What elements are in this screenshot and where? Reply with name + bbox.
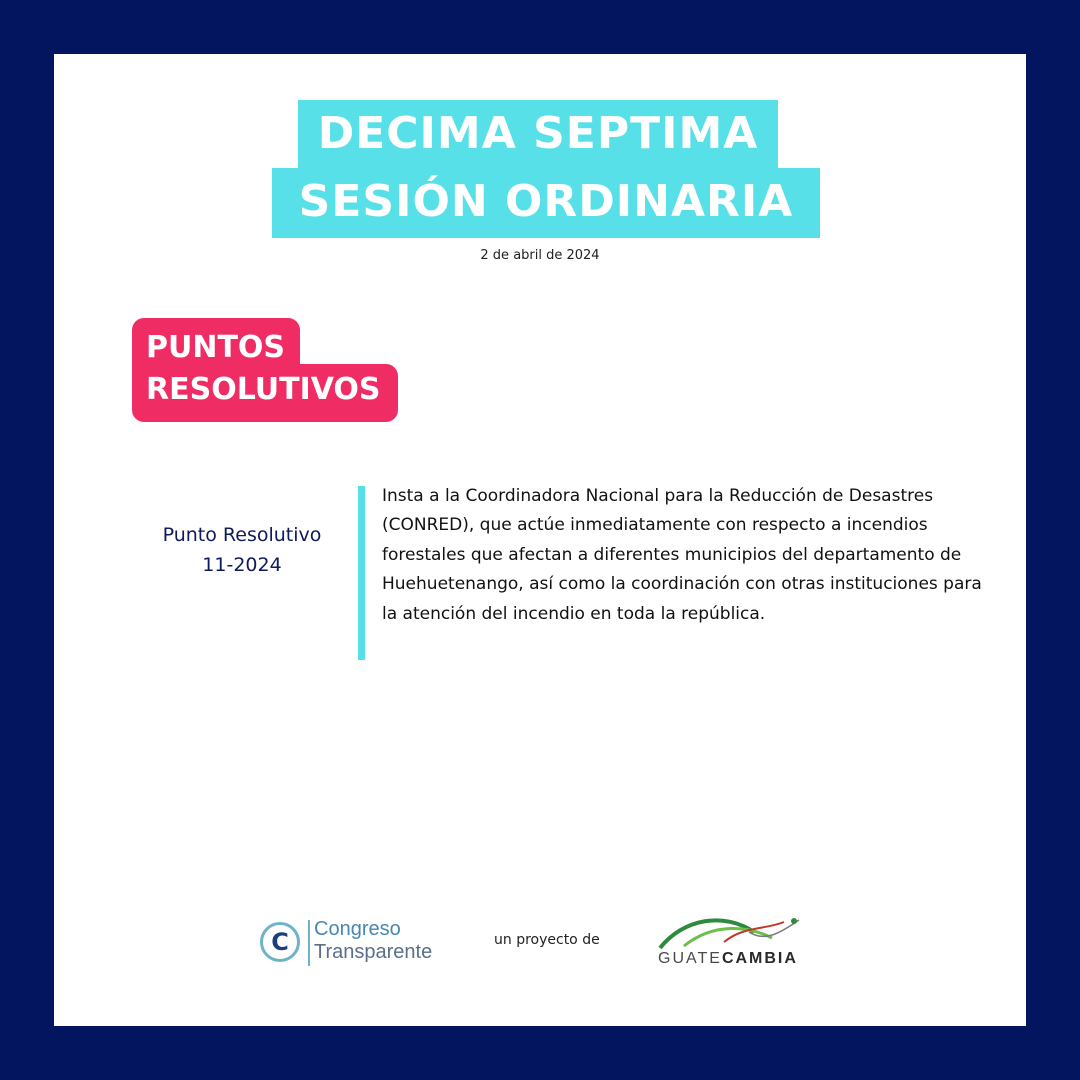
title-line-2-box: [272, 168, 820, 238]
session-date: 2 de abril de 2024: [480, 248, 600, 263]
ct-wordmark-line-1: Congreso: [314, 918, 401, 940]
title-line-1: DECIMA SEPTIMA: [317, 108, 759, 159]
accent-bar: [358, 486, 365, 660]
ct-wordmark: [314, 918, 432, 964]
point-description: Insta a la Coordinadora Nacional para la Reducción de Desastres (CONRED), que actúe inmediatamente con respecto a incendios forestales que afectan a diferentes municipios del departamento de Huehuetenango, así como la coordinación con otras instituciones para la atención del incendio en toda la república.: [382, 486, 982, 624]
content-card: [54, 54, 1026, 1026]
footer-connector: un proyecto de: [494, 932, 600, 948]
gc-wordmark-part-1: GUATE: [658, 950, 722, 967]
point-label-line-2: 11-2024: [202, 554, 282, 576]
guatecambia-logo: [654, 912, 804, 974]
gc-wordmark-part-2: CAMBIA: [721, 950, 798, 967]
ct-emblem-icon: C: [260, 922, 300, 962]
title-line-1-box: [298, 100, 778, 170]
point-label: [138, 520, 346, 580]
footer: [54, 912, 1026, 982]
section-badge-line-2: RESOLUTIVOS: [146, 372, 381, 407]
point-label-line-1: Punto Resolutivo: [162, 524, 322, 546]
guatecambia-wordmark: [658, 950, 798, 968]
ct-wordmark-line-2: Transparente: [314, 941, 433, 963]
ct-divider: [308, 920, 310, 966]
guatecambia-swoosh-icon: [654, 912, 804, 952]
section-badge-line-1: PUNTOS: [146, 330, 286, 365]
congreso-transparente-logo: [260, 916, 460, 972]
title-line-2: SESIÓN ORDINARIA: [298, 176, 794, 227]
